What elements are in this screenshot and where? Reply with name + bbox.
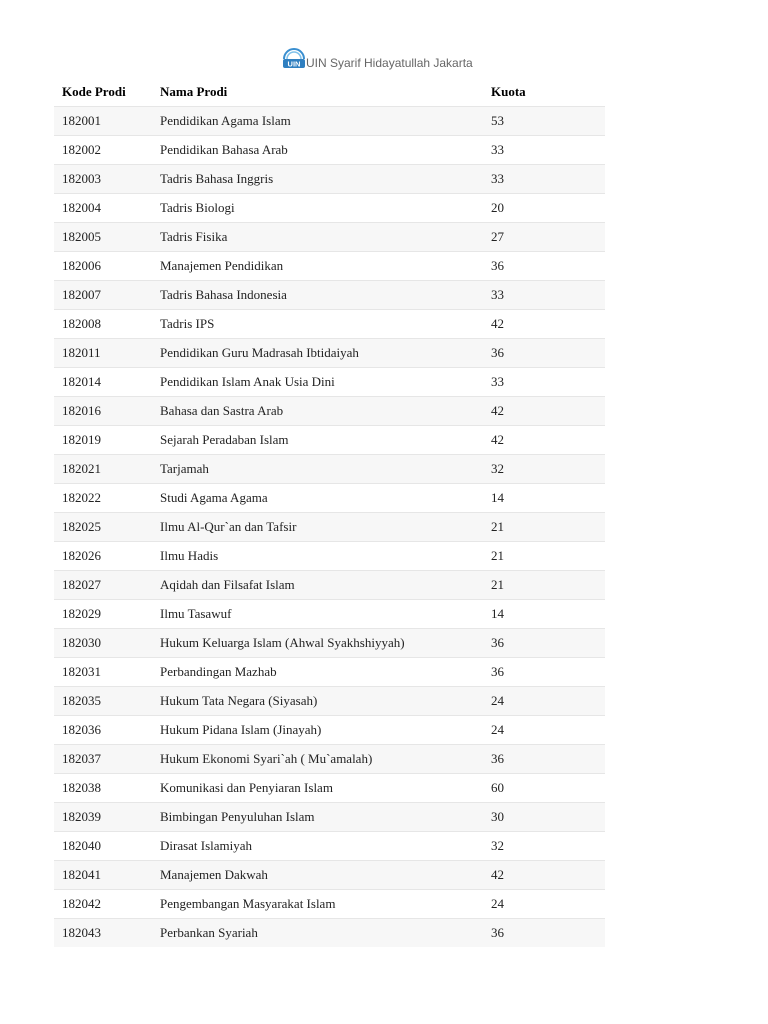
table-row: [54, 455, 605, 484]
cell-kuota: 33: [483, 281, 605, 310]
cell-nama-prodi: Ilmu Hadis: [152, 542, 483, 571]
cell-nama-prodi: Hukum Pidana Islam (Jinayah): [152, 716, 483, 745]
table-row: [54, 194, 605, 223]
cell-kuota: 36: [483, 629, 605, 658]
table-row: [54, 542, 605, 571]
cell-kode-prodi: 182019: [54, 426, 152, 455]
cell-kuota: 14: [483, 600, 605, 629]
cell-kuota: 36: [483, 658, 605, 687]
cell-nama-prodi: Tadris Biologi: [152, 194, 483, 223]
table-header-row: [54, 77, 605, 107]
cell-kode-prodi: 182035: [54, 687, 152, 716]
cell-kode-prodi: 182040: [54, 832, 152, 861]
cell-kode-prodi: 182008: [54, 310, 152, 339]
cell-kode-prodi: 182004: [54, 194, 152, 223]
cell-kode-prodi: 182041: [54, 861, 152, 890]
cell-kode-prodi: 182005: [54, 223, 152, 252]
cell-nama-prodi: Hukum Tata Negara (Siyasah): [152, 687, 483, 716]
table-row: [54, 658, 605, 687]
cell-nama-prodi: Pendidikan Bahasa Arab: [152, 136, 483, 165]
cell-nama-prodi: Hukum Ekonomi Syari`ah ( Mu`amalah): [152, 745, 483, 774]
cell-nama-prodi: Studi Agama Agama: [152, 484, 483, 513]
cell-nama-prodi: Pengembangan Masyarakat Islam: [152, 890, 483, 919]
cell-kuota: 32: [483, 455, 605, 484]
cell-kuota: 42: [483, 397, 605, 426]
cell-kode-prodi: 182036: [54, 716, 152, 745]
cell-kuota: 60: [483, 774, 605, 803]
column-header-nama-prodi: Nama Prodi: [160, 83, 228, 99]
table-row: [54, 397, 605, 426]
cell-kuota: 42: [483, 310, 605, 339]
cell-nama-prodi: Komunikasi dan Penyiaran Islam: [152, 774, 483, 803]
cell-kode-prodi: 182038: [54, 774, 152, 803]
cell-kuota: 36: [483, 339, 605, 368]
cell-nama-prodi: Ilmu Tasawuf: [152, 600, 483, 629]
table-row: [54, 803, 605, 832]
cell-kuota: 24: [483, 716, 605, 745]
table-row: [54, 426, 605, 455]
cell-nama-prodi: Manajemen Pendidikan: [152, 252, 483, 281]
cell-kode-prodi: 182011: [54, 339, 152, 368]
cell-kode-prodi: 182006: [54, 252, 152, 281]
cell-kuota: 36: [483, 252, 605, 281]
prodi-table: [54, 77, 605, 947]
table-row: [54, 339, 605, 368]
cell-kode-prodi: 182030: [54, 629, 152, 658]
cell-kuota: 33: [483, 165, 605, 194]
cell-kuota: 42: [483, 861, 605, 890]
cell-nama-prodi: Dirasat Islamiyah: [152, 832, 483, 861]
table-row: [54, 252, 605, 281]
cell-nama-prodi: Manajemen Dakwah: [152, 861, 483, 890]
table-row: [54, 861, 605, 890]
table-row: [54, 107, 605, 136]
cell-kuota: 21: [483, 542, 605, 571]
site-name: UIN Syarif Hidayatullah Jakarta: [306, 56, 473, 70]
cell-kuota: 21: [483, 571, 605, 600]
cell-kode-prodi: 182014: [54, 368, 152, 397]
cell-nama-prodi: Hukum Keluarga Islam (Ahwal Syakhshiyyah): [152, 629, 483, 658]
cell-kuota: 32: [483, 832, 605, 861]
table-row: [54, 687, 605, 716]
table-row: [54, 223, 605, 252]
cell-kode-prodi: 182039: [54, 803, 152, 832]
column-header-kuota: Kuota: [491, 83, 526, 99]
cell-kode-prodi: 182027: [54, 571, 152, 600]
table-row: [54, 774, 605, 803]
cell-kode-prodi: 182007: [54, 281, 152, 310]
cell-nama-prodi: Pendidikan Agama Islam: [152, 107, 483, 136]
cell-kode-prodi: 182031: [54, 658, 152, 687]
cell-nama-prodi: Tadris Fisika: [152, 223, 483, 252]
table-row: [54, 571, 605, 600]
table-row: [54, 745, 605, 774]
cell-kode-prodi: 182025: [54, 513, 152, 542]
column-header-kode-prodi: Kode Prodi: [62, 83, 126, 99]
cell-kode-prodi: 182026: [54, 542, 152, 571]
uin-logo-icon: [282, 47, 306, 69]
table-row: [54, 919, 605, 948]
cell-nama-prodi: Pendidikan Islam Anak Usia Dini: [152, 368, 483, 397]
cell-nama-prodi: Perbankan Syariah: [152, 919, 483, 948]
cell-nama-prodi: Pendidikan Guru Madrasah Ibtidaiyah: [152, 339, 483, 368]
cell-kode-prodi: 182016: [54, 397, 152, 426]
cell-kuota: 36: [483, 745, 605, 774]
cell-kode-prodi: 182043: [54, 919, 152, 948]
cell-kuota: 42: [483, 426, 605, 455]
cell-nama-prodi: Tadris IPS: [152, 310, 483, 339]
cell-kode-prodi: 182002: [54, 136, 152, 165]
cell-kuota: 24: [483, 890, 605, 919]
cell-kuota: 33: [483, 368, 605, 397]
cell-kode-prodi: 182037: [54, 745, 152, 774]
cell-kuota: 36: [483, 919, 605, 948]
cell-nama-prodi: Bimbingan Penyuluhan Islam: [152, 803, 483, 832]
table-row: [54, 513, 605, 542]
cell-kuota: 33: [483, 136, 605, 165]
cell-kuota: 53: [483, 107, 605, 136]
table-row: [54, 165, 605, 194]
cell-kuota: 27: [483, 223, 605, 252]
cell-nama-prodi: Perbandingan Mazhab: [152, 658, 483, 687]
cell-nama-prodi: Ilmu Al-Qur`an dan Tafsir: [152, 513, 483, 542]
cell-kode-prodi: 182029: [54, 600, 152, 629]
table-row: [54, 629, 605, 658]
table-body: [54, 107, 605, 948]
table-row: [54, 890, 605, 919]
cell-kuota: 24: [483, 687, 605, 716]
table-row: [54, 310, 605, 339]
table-row: [54, 832, 605, 861]
logo-text: UIN: [287, 59, 301, 69]
cell-nama-prodi: Sejarah Peradaban Islam: [152, 426, 483, 455]
cell-nama-prodi: Aqidah dan Filsafat Islam: [152, 571, 483, 600]
cell-nama-prodi: Tadris Bahasa Indonesia: [152, 281, 483, 310]
cell-kuota: 21: [483, 513, 605, 542]
cell-kode-prodi: 182021: [54, 455, 152, 484]
cell-nama-prodi: Bahasa dan Sastra Arab: [152, 397, 483, 426]
cell-kuota: 30: [483, 803, 605, 832]
page-header: [0, 47, 768, 71]
cell-kode-prodi: 182003: [54, 165, 152, 194]
cell-kode-prodi: 182022: [54, 484, 152, 513]
cell-kode-prodi: 182001: [54, 107, 152, 136]
cell-nama-prodi: Tarjamah: [152, 455, 483, 484]
table-row: [54, 600, 605, 629]
cell-kuota: 14: [483, 484, 605, 513]
table-row: [54, 716, 605, 745]
cell-nama-prodi: Tadris Bahasa Inggris: [152, 165, 483, 194]
table-row: [54, 368, 605, 397]
cell-kuota: 20: [483, 194, 605, 223]
table-row: [54, 484, 605, 513]
table-row: [54, 281, 605, 310]
cell-kode-prodi: 182042: [54, 890, 152, 919]
table-row: [54, 136, 605, 165]
